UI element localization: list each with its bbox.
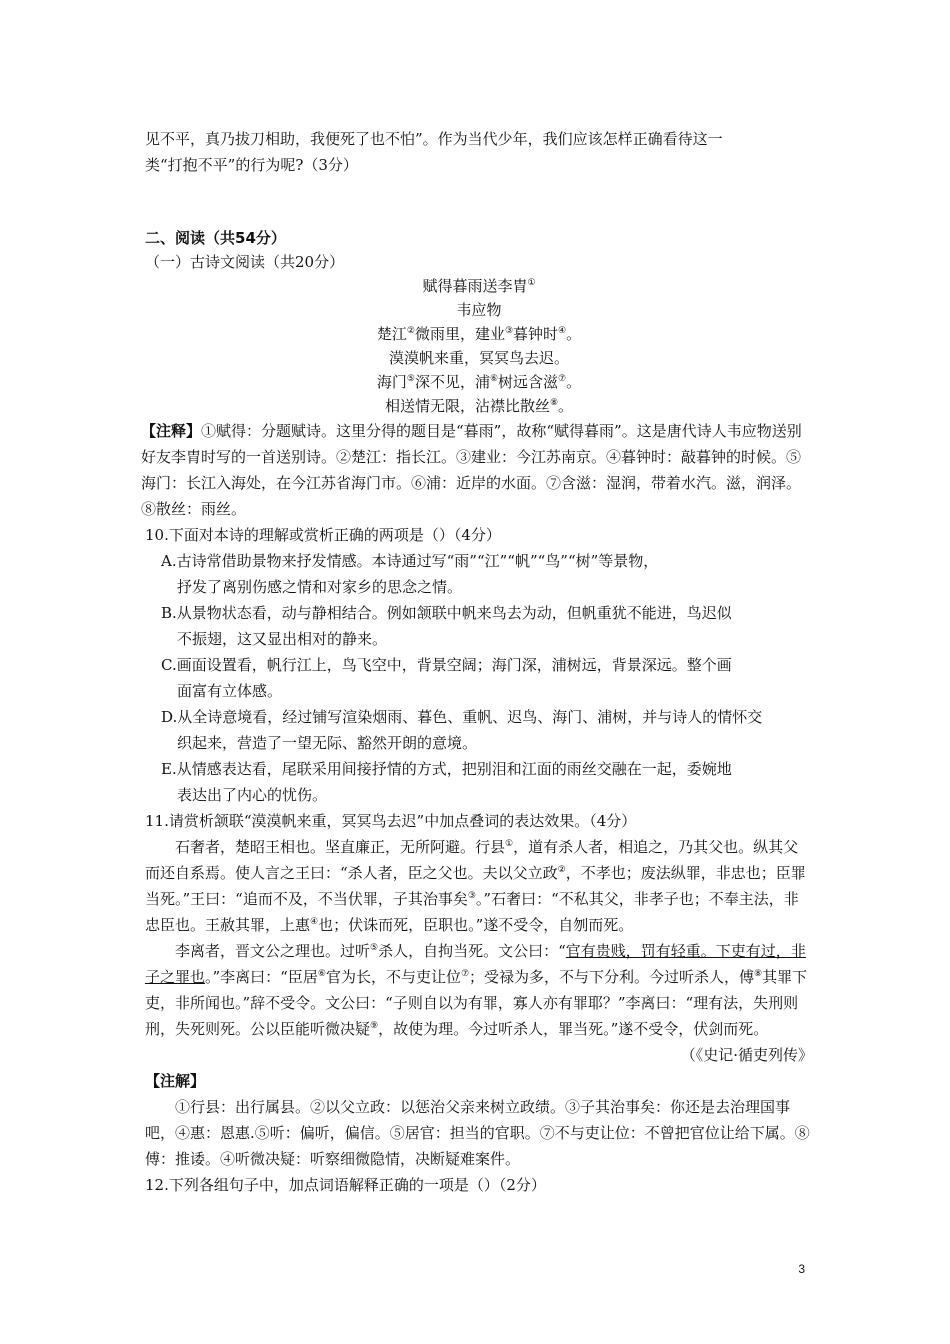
prose-source: （《史记·循吏列传》 — [680, 1046, 813, 1064]
reading-section — [141, 226, 813, 1198]
question-11-stem: 11.请赏析颔联“漠漠帆来重，冥冥鸟去迟”中加点叠词的表达效果。（4分） — [145, 812, 637, 830]
poem-line: 楚江②微雨里，建业③暮钟时④。 — [376, 325, 582, 343]
option-b: B.从景物状态看，动与静相结合。例如颔联中帆来鸟去为动，但帆重犹不能进，鸟迟似 不振翅，这又显出相对的静来。 — [161, 604, 732, 648]
question-12-stem: 12.下列各组句子中，加点词语解释正确的一项是（）（2分） — [145, 1176, 546, 1194]
poem-line: 海门⑤深不见，浦⑥树远含滋⑦。 — [376, 373, 582, 391]
subsection-title: （一）古诗文阅读（共20分） — [145, 253, 345, 271]
poem-title: 赋得暮雨送李胄① — [422, 277, 536, 295]
section-title: 二、阅读（共54分） — [145, 229, 286, 247]
option-c: C.画面设置看，帆行江上，鸟飞空中，背景空阔；海门深，浦树远，背景深远。整个画 面富有立体感。 — [161, 656, 732, 700]
poem-annotation: 【注释】①赋得：分题赋诗。这里分得的题目是“暮雨”，故称“赋得暮雨”。这是唐代诗人韦应物送别好友李胄时写的一首送别诗。②楚江：指长江。③建业：今江苏南京。④暮钟时：敲暮钟的时候。⑤海门：长江入海处，在今江苏省海门市。⑥浦：近岸的水面。⑦含滋：湿润，带着水汽。滋，润泽。⑧散丝：雨丝。 — [141, 422, 802, 518]
poem-line: 相送情无限，沾襟比散丝⑧。 — [384, 397, 574, 415]
prose-annotation: ①行县：出行属县。②以父立政：以惩治父亲来树立政绩。③子其治事矣：你还是去治理国事吧，④惠：恩惠.⑤听：偏听，偏信。⑤居官：担当的官职。⑦不与吏让位：不曾把官位让给下属。⑧傅：推诿。④听微决疑：听察细微隐情，决断疑难案件。 — [145, 1098, 810, 1168]
question-10-options — [145, 548, 813, 808]
poem — [145, 274, 813, 418]
option-d: D.从全诗意境看，经过铺写渲染烟雨、暮色、重帆、迟鸟、海门、浦树，并与诗人的情怀交 织起来，营造了一望无际、豁然开朗的意境。 — [161, 708, 763, 752]
option-a: A.古诗常借助景物来抒发情感。本诗通过写“雨”“江”“帆”“鸟”“树”等景物， 抒发了离别伤感之情和对家乡的思念之情。 — [161, 552, 659, 596]
option-e: E.从情感表达看，尾联采用间接抒情的方式，把别泪和江面的雨丝交融在一起，委婉地 表达出了内心的忧伤。 — [161, 760, 732, 804]
page-number: 3 — [798, 1262, 805, 1276]
prose-annotation-label: 【注解】 — [145, 1072, 206, 1090]
question-continuation — [145, 126, 813, 178]
underlined-sentence: 官有贵贱，罚有轻重。下吏有过，非子之罪也 — [145, 942, 806, 986]
poem-line: 漠漠帆来重，冥冥鸟去迟。 — [388, 349, 569, 367]
question-10-stem: 10.下面对本诗的理解或赏析正确的两项是（）（4分） — [145, 526, 501, 544]
prose-paragraph-1: 石奢者，楚昭王相也。坚直廉正，无所阿避。行县①，道有杀人者，相追之，乃其父也。纵其父而还自系焉。使人言之王曰：“杀人者，臣之父也。夫以父立政②，不孝也；废法纵罪，非忠也；臣罪当死。”王曰：“追而不及，不当伏罪，子其治事矣③。”石奢曰：“不私其父，非孝子也；不奉主法，非忠臣也。王赦其罪，上惠④也；伏诛而死，臣职也。”遂不受令，自刎而死。 — [145, 838, 806, 934]
prose-paragraph-2: 李离者，晋文公之理也。过听⑤杀人，自拘当死。文公曰：“官有贵贱，罚有轻重。下吏有过，非子之罪也。”李离曰：“臣居⑥官为长，不与吏让位⑦；受禄为多，不与下分利。今过听杀人，傅⑧其罪下吏，非所闻也。”辞不受令。文公曰：“子则自以为有罪，寡人亦有罪耶？”李离曰：“理有法，失刑则刑，失死则死。公以臣能听微决疑⑨，故使为理。今过听杀人，罪当死。”遂不受令，伏剑而死。 — [145, 942, 808, 1038]
poem-author: 韦应物 — [456, 301, 502, 319]
text-line: 见不平，真乃拔刀相助，我便死了也不怕”。作为当代少年，我们应该怎样正确看待这一 — [145, 130, 723, 148]
text-line: 类“打抱不平”的行为呢?（3分） — [145, 156, 358, 174]
